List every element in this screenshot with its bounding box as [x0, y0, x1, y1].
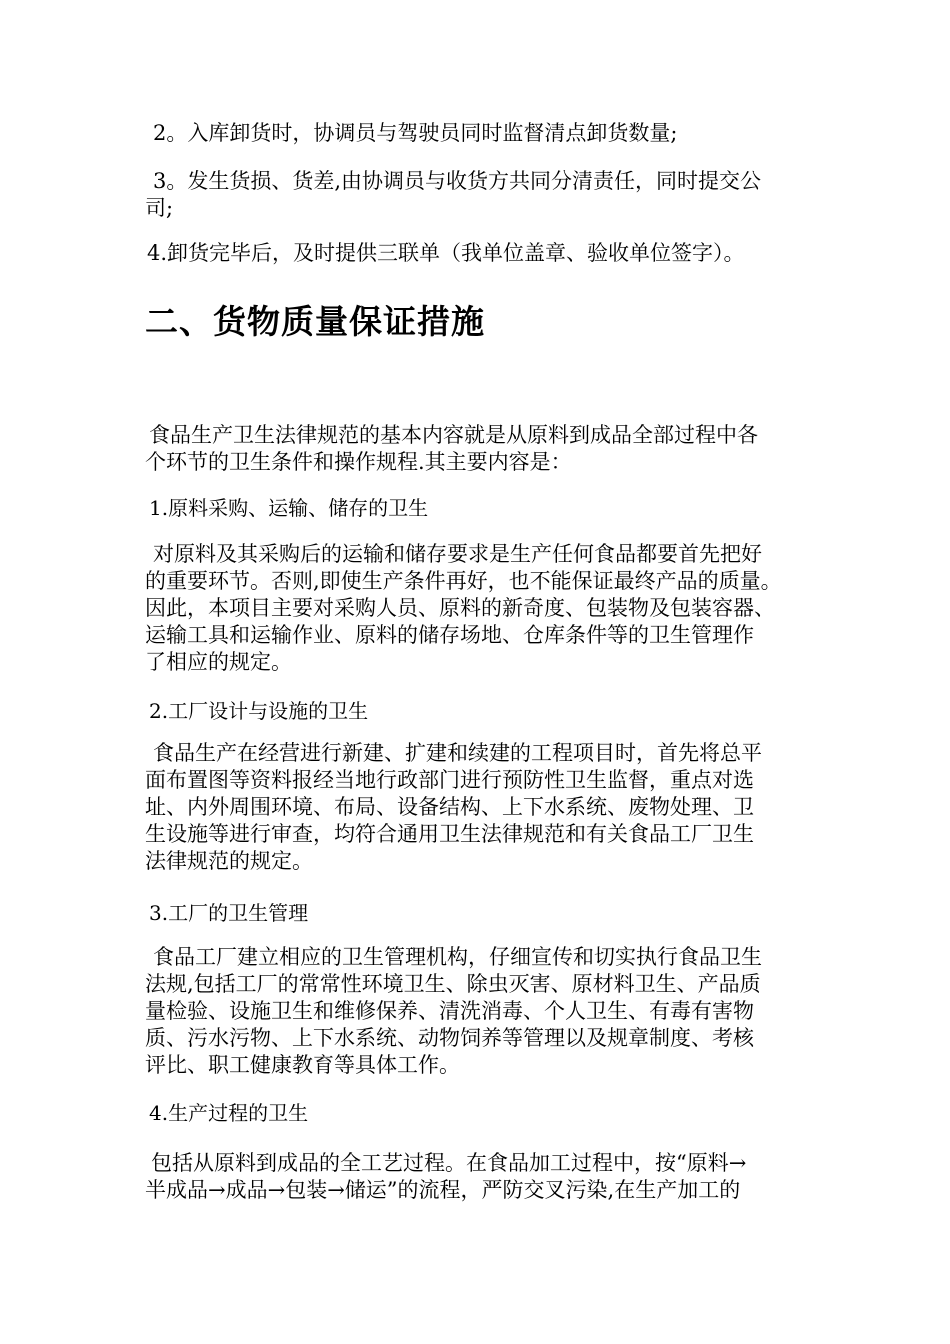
text-line: 法律规范的规定。	[145, 849, 313, 873]
text-line: 的重要环节。否则,即使生产条件再好，也不能保证最终产品的质量。	[145, 569, 782, 593]
text-line: 食品生产卫生法律规范的基本内容就是从原料到成品全部过程中各	[149, 423, 758, 447]
subsection-body-2	[145, 740, 815, 875]
text-line: 评比、职工健康教育等具体工作。	[145, 1053, 460, 1077]
list-item-receipt	[147, 240, 817, 267]
intro-paragraph	[145, 422, 815, 476]
text-line: 司;	[145, 196, 174, 220]
text-line: 面布置图等资料报经当地行政部门进行预防性卫生监督，重点对选	[145, 768, 754, 792]
text-line: 个环节的卫生条件和操作规程.其主要内容是：	[145, 450, 572, 474]
text-line: 址、内外周围环境、布局、设备结构、上下水系统、废物处理、卫	[145, 795, 754, 819]
list-item-damage	[145, 168, 815, 222]
subsection-title-3: 3.工厂的卫生管理	[149, 901, 309, 925]
subsection-title-2: 2.工厂设计与设施的卫生	[149, 699, 369, 723]
text-line: 法规,包括工厂的常常性环境卫生、除虫灭害、原材料卫生、产品质	[145, 972, 761, 996]
text-line: 食品生产在经营进行新建、扩建和续建的工程项目时，首先将总平	[153, 741, 762, 765]
subsection-body-4	[145, 1150, 815, 1204]
subsection-body-3	[145, 944, 815, 1079]
text-line: 生设施等进行审查，均符合通用卫生法律规范和有关食品工厂卫生	[145, 822, 754, 846]
text-line: 了相应的规定。	[145, 650, 292, 674]
subsection-title-1: 1.原料采购、运输、储存的卫生	[149, 496, 429, 520]
text-line: 包括从原料到成品的全工艺过程。在食品加工过程中，按“原料→	[151, 1151, 747, 1175]
text-line: 2。入库卸货时，协调员与驾驶员同时监督清点卸货数量;	[153, 121, 678, 145]
list-item-unloading	[153, 120, 823, 147]
text-line: 运输工具和运输作业、原料的储存场地、仓库条件等的卫生管理作	[145, 623, 754, 647]
text-line: 半成品→成品→包装→储运”的流程，严防交叉污染,在生产加工的	[145, 1178, 741, 1202]
text-line: 量检验、设施卫生和维修保养、清洗消毒、个人卫生、有毒有害物	[145, 999, 754, 1023]
text-line: 对原料及其采购后的运输和储存要求是生产任何食品都要首先把好	[153, 542, 762, 566]
text-line: 食品工厂建立相应的卫生管理机构，仔细宣传和切实执行食品卫生	[153, 945, 762, 969]
subsection-title-4: 4.生产过程的卫生	[149, 1101, 309, 1125]
text-line: 质、污水污物、上下水系统、动物饲养等管理以及规章制度、考核	[145, 1026, 754, 1050]
subsection-body-1	[145, 541, 815, 676]
text-line: 因此，本项目主要对采购人员、原料的新奇度、包装物及包装容器、	[145, 596, 775, 620]
section-title: 二、货物质量保证措施	[145, 302, 485, 341]
text-line: 4.卸货完毕后，及时提供三联单（我单位盖章、验收单位签字）。	[147, 241, 745, 265]
text-line: 3。发生货损、货差,由协调员与收货方共同分清责任，同时提交公	[153, 169, 762, 193]
